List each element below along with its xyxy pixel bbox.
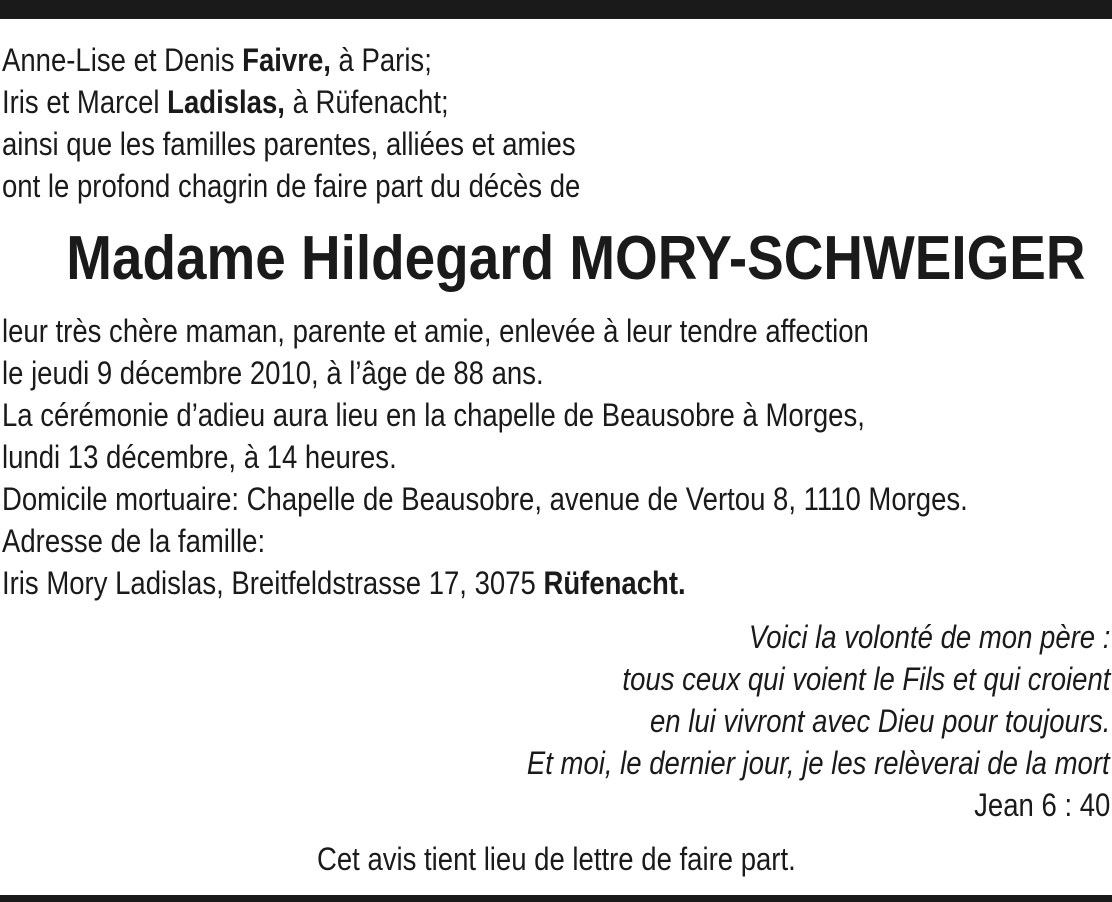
family-location: à Paris; [330,42,432,78]
footer-note-text: Cet avis tient lieu de lettre de faire part. [316,841,796,877]
relatives-line: ainsi que les familles parentes, alliées et amies [2,126,576,162]
body-line: La cérémonie d’adieu aura lieu en la chapelle de Beausobre à Morges, [2,397,865,433]
verse-line: Et moi, le dernier jour, je les relèverai de la mort [527,745,1110,781]
body-line: leur très chère maman, parente et amie, enlevée à leur tendre affection [2,313,869,349]
deceased-name-text: Madame Hildegard MORY-SCHWEIGER [66,224,1086,293]
family-address-town: Rüfenacht. [543,565,686,601]
footer-note [0,840,1112,878]
deceased-name [0,222,1112,296]
family-address-street: Iris Mory Ladislas, Breitfeldstrasse 17, 3075 [2,565,544,601]
family-location: à Rüfenacht; [284,84,449,120]
top-border-rule [0,0,1112,19]
verse-line: tous ceux qui voient le Fils et qui croient [622,661,1110,697]
family-address-line [2,564,686,602]
verse-line: en lui vivront avec Dieu pour toujours. [649,703,1110,739]
family-surname: Faivre, [242,42,331,78]
body-line: Domicile mortuaire: Chapelle de Beausobre, avenue de Vertou 8, 1110 Morges. [2,481,968,517]
bottom-border-rule [0,895,1112,902]
family-line-ladislas [2,83,449,121]
intro-line: ont le profond chagrin de faire part du décès de [2,168,581,204]
body-line: le jeudi 9 décembre 2010, à l’âge de 88 ans. [2,355,544,391]
body-line: Adresse de la famille: [2,523,266,559]
body-line: lundi 13 décembre, à 14 heures. [2,439,397,475]
family-names: Iris et Marcel [2,84,168,120]
verse-reference: Jean 6 : 40 [973,787,1110,823]
family-surname: Ladislas, [167,84,285,120]
family-line-faivre [2,41,432,79]
family-names: Anne-Lise et Denis [2,42,243,78]
verse-line: Voici la volonté de mon père : [748,619,1110,655]
